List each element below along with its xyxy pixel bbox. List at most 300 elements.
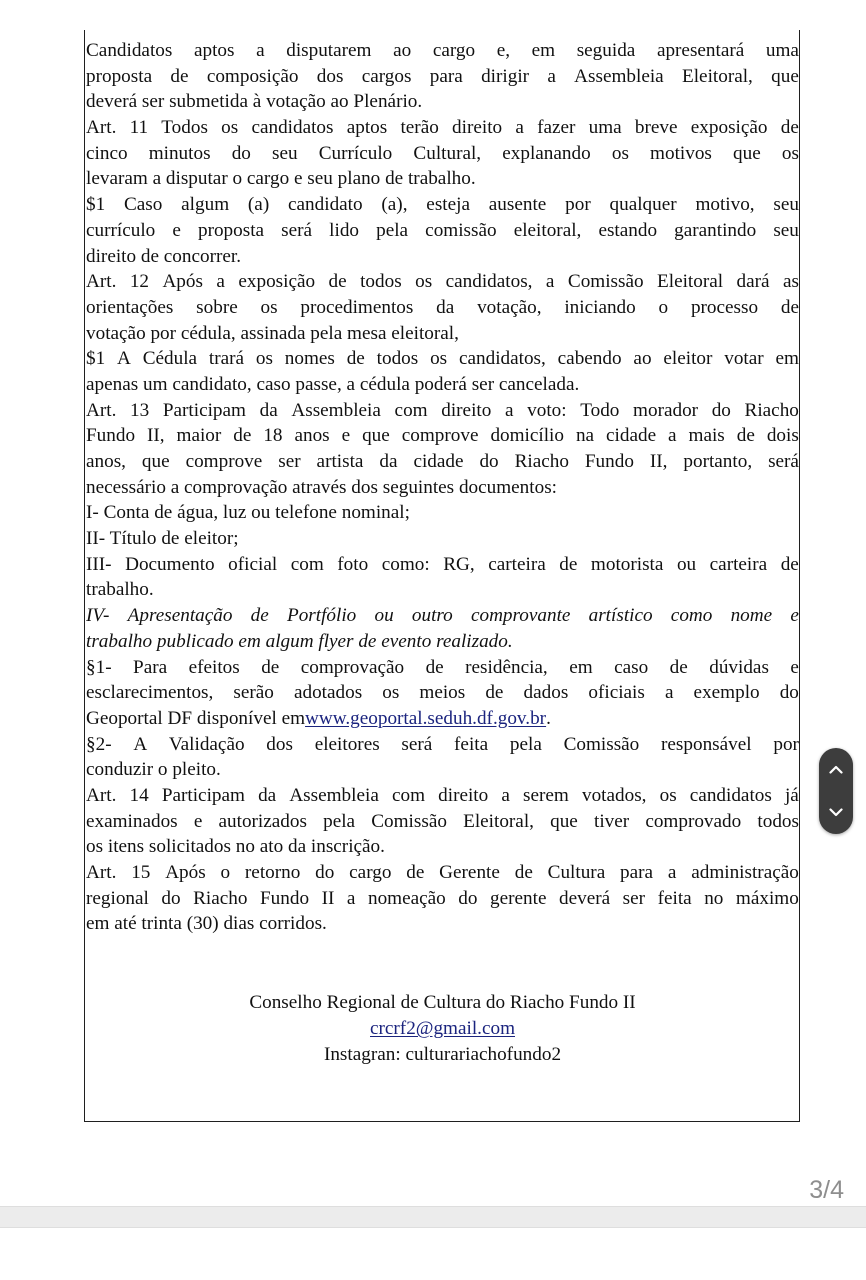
- word: domicílio: [490, 425, 564, 447]
- word: Fundo: [584, 451, 634, 472]
- word: de: [485, 682, 504, 704]
- word: comprovante: [470, 605, 571, 627]
- word: de: [559, 553, 578, 575]
- word: feita: [657, 887, 692, 909]
- page-scroll-control: [819, 748, 853, 834]
- word: a: [504, 399, 514, 421]
- word: garantindo: [674, 219, 757, 241]
- signature-instagram: Instagran: culturariachofundo2: [323, 1044, 562, 1065]
- word: composição: [206, 65, 299, 87]
- word: dará: [736, 271, 770, 293]
- word: 14: [129, 784, 149, 806]
- word: RG,: [443, 553, 475, 575]
- word: sobre: [196, 296, 238, 318]
- word: voto:: [527, 399, 567, 421]
- word: com: [290, 553, 324, 575]
- word: a: [346, 887, 356, 909]
- word: de: [170, 65, 189, 87]
- word: motivos: [650, 142, 712, 164]
- word: os: [781, 142, 799, 164]
- word: os: [430, 348, 448, 370]
- word: ser: [622, 887, 646, 909]
- word: de: [406, 862, 425, 883]
- word: para: [620, 862, 654, 883]
- signature-email-link[interactable]: crcrf2@gmail.com: [370, 1018, 515, 1039]
- word: os: [255, 348, 273, 370]
- word: iniciando: [564, 296, 636, 318]
- word: breve: [634, 117, 678, 139]
- word: Após: [162, 271, 203, 293]
- word: efeitos: [188, 656, 240, 678]
- word: A: [133, 733, 148, 755]
- word: como:: [381, 553, 430, 575]
- word: de: [425, 656, 444, 678]
- text-line: [86, 423, 799, 449]
- text-line: [86, 706, 799, 732]
- word: oficial: [228, 553, 278, 575]
- word: maior: [176, 425, 222, 447]
- word: e: [341, 425, 351, 447]
- word: 18: [263, 425, 283, 447]
- word: todos: [757, 810, 799, 832]
- word: Gerente: [439, 862, 500, 883]
- word: candidatos,: [458, 348, 546, 370]
- word: Art.: [86, 862, 117, 883]
- word: ao: [633, 348, 652, 370]
- text-line-content: necessário a comprovação através dos seguintes documentos:: [86, 476, 558, 498]
- text-line: [86, 526, 799, 552]
- word: pela: [509, 733, 542, 755]
- word: de: [233, 425, 252, 447]
- word: 15: [131, 862, 151, 883]
- word: exposição: [690, 117, 768, 139]
- text-line: [86, 655, 799, 681]
- word: do: [711, 399, 731, 421]
- word: examinados: [86, 810, 178, 832]
- word: Cultural,: [413, 142, 482, 164]
- page-indicator: 3/4: [809, 1176, 844, 1204]
- text-line: [86, 89, 799, 115]
- text-line-content: trabalho publicado em algum flyer de evento realizado.: [86, 630, 513, 652]
- word: Riacho: [514, 451, 569, 472]
- text-line: [86, 552, 799, 578]
- word: e: [193, 810, 203, 832]
- word: a: [668, 425, 677, 447]
- word: Candidatos: [86, 40, 173, 61]
- word: da: [258, 784, 277, 806]
- word: Riacho: [744, 399, 799, 421]
- word: para: [429, 65, 463, 87]
- word: do: [231, 142, 251, 164]
- word: eleitores: [314, 733, 380, 755]
- text-line: [86, 809, 799, 835]
- word: do: [458, 887, 478, 909]
- word: candidato: [288, 194, 363, 216]
- word: por: [773, 733, 799, 755]
- word: pela: [376, 219, 409, 241]
- word: Cultura: [547, 862, 606, 883]
- word: pela: [323, 810, 356, 832]
- word: II,: [649, 451, 668, 472]
- word: Após: [165, 862, 206, 883]
- word: Documento: [125, 553, 215, 575]
- word: comprovação: [300, 656, 405, 678]
- word: Validação: [168, 733, 245, 755]
- word: cidade: [606, 425, 657, 447]
- text-line: [86, 911, 799, 937]
- text-line: [86, 321, 799, 347]
- chevron-up-icon: [829, 765, 843, 774]
- word: votar: [724, 348, 764, 370]
- word: morador: [633, 399, 699, 421]
- word: esclarecimentos,: [86, 682, 214, 704]
- word: uma: [588, 117, 622, 139]
- word: Portfólio: [286, 605, 357, 627]
- word: candidatos,: [445, 271, 533, 293]
- word: Comissão: [567, 271, 644, 293]
- word: os: [221, 117, 239, 139]
- word: de: [669, 656, 688, 678]
- text-line: [86, 244, 799, 270]
- word: dois: [766, 425, 799, 447]
- word: exemplo: [693, 682, 760, 704]
- word: direito: [438, 784, 489, 806]
- word: Art.: [86, 784, 117, 806]
- word: lido: [329, 219, 360, 241]
- word: §1-: [86, 656, 112, 678]
- word: candidatos: [251, 117, 334, 139]
- word: motivo,: [695, 194, 755, 216]
- word: fazer: [537, 117, 576, 139]
- word: da: [259, 399, 278, 421]
- geoportal-link[interactable]: www.geoportal.seduh.df.gov.br: [305, 707, 547, 729]
- text-line-content: conduzir o pleito.: [86, 759, 221, 781]
- word: de: [346, 348, 365, 370]
- word: procedimentos: [300, 296, 414, 318]
- word: de: [261, 656, 280, 678]
- word: deverá: [559, 887, 611, 909]
- text-line: [86, 860, 799, 886]
- word: a: [545, 271, 555, 293]
- word: anos: [294, 425, 330, 447]
- word: $1: [86, 194, 106, 216]
- word: caso: [614, 656, 649, 678]
- word: eleitor: [663, 348, 713, 370]
- word: todos: [376, 348, 419, 370]
- word: e: [790, 605, 799, 627]
- word: Eleitoral: [657, 271, 724, 293]
- word: serão: [233, 682, 274, 704]
- word: 11: [129, 117, 149, 139]
- word: cargo: [432, 40, 476, 61]
- chevron-down-icon: [829, 808, 843, 817]
- text-line: [86, 475, 799, 501]
- word: uma: [765, 40, 799, 61]
- word: Para: [133, 656, 168, 678]
- word: direito: [441, 399, 492, 421]
- word: no: [704, 887, 724, 909]
- word: comissão: [425, 219, 497, 241]
- word: Art.: [86, 117, 117, 139]
- word: Comissão: [371, 810, 447, 832]
- text-line: [86, 115, 799, 141]
- word: ausente: [488, 194, 547, 216]
- text-line: [86, 346, 799, 372]
- word: ao: [393, 40, 412, 61]
- word: por: [565, 194, 591, 216]
- word: como: [670, 605, 713, 627]
- word: Fundo: [86, 425, 136, 447]
- word: nomes: [284, 348, 335, 370]
- text-line-content: em até trinta (30) dias corridos.: [86, 913, 327, 935]
- word: residência,: [465, 656, 548, 678]
- text-line: [86, 577, 799, 603]
- word: administração: [691, 862, 799, 883]
- word: seguida: [576, 40, 636, 61]
- word: os: [611, 142, 629, 164]
- text-line: [86, 757, 799, 783]
- word: que: [733, 142, 761, 164]
- word: currículo: [86, 219, 156, 241]
- word: direito: [452, 117, 503, 139]
- word: carteira: [709, 553, 768, 575]
- word: §2-: [86, 733, 112, 755]
- word: na: [575, 425, 595, 447]
- word: III-: [86, 553, 112, 575]
- word: votados,: [581, 784, 647, 806]
- word: Participam: [162, 399, 246, 421]
- word: algum: [181, 194, 230, 216]
- word: com: [391, 784, 426, 806]
- word: todos: [360, 271, 402, 293]
- word: de: [736, 425, 755, 447]
- word: cinco: [86, 142, 128, 164]
- word: que: [141, 451, 170, 472]
- word: eleitoral,: [513, 219, 582, 241]
- word: de: [780, 296, 799, 318]
- word: e,: [496, 40, 511, 61]
- word: e: [172, 219, 181, 241]
- word: ou: [676, 553, 697, 575]
- word: dados: [523, 682, 569, 704]
- text-line: [86, 834, 799, 860]
- word: outro: [411, 605, 453, 627]
- word: aptos: [193, 40, 235, 61]
- text-line-content: os itens solicitados no ato da inscrição.: [86, 836, 385, 858]
- scroll-down-button[interactable]: [819, 791, 853, 834]
- word: que: [771, 65, 799, 87]
- word: gerente: [490, 887, 547, 909]
- word: comprove: [401, 425, 479, 447]
- word: a: [256, 40, 265, 61]
- word: dos: [316, 65, 344, 87]
- word: qualquer: [609, 194, 677, 216]
- text-line: [86, 141, 799, 167]
- scroll-up-button[interactable]: [819, 748, 853, 791]
- word: do: [779, 682, 799, 704]
- word: Currículo: [318, 142, 393, 164]
- word: regional: [86, 887, 149, 909]
- word: anos,: [86, 451, 126, 472]
- word: 12: [129, 271, 149, 293]
- word: a: [664, 682, 674, 704]
- word: da: [379, 451, 398, 472]
- word: o: [658, 296, 669, 318]
- text-line: [86, 886, 799, 912]
- word: (a): [247, 194, 270, 216]
- word: de: [250, 605, 269, 627]
- word: $1: [86, 348, 106, 370]
- word: dirigir: [481, 65, 530, 87]
- word: Eleitoral,: [682, 65, 753, 87]
- word: Assembleia: [289, 784, 379, 806]
- word: esteja: [426, 194, 470, 216]
- word: do: [479, 451, 499, 472]
- word: a: [667, 862, 677, 883]
- word: será: [401, 733, 433, 755]
- word: autorizados: [218, 810, 307, 832]
- word: artístico: [588, 605, 653, 627]
- text-line-content: levaram a disputar o cargo e seu plano de trabalho.: [86, 168, 476, 190]
- word: a: [216, 271, 225, 293]
- word: motorista: [590, 553, 664, 575]
- word: Fundo: [260, 887, 310, 909]
- text-line-content: votação por cédula, assinada pela mesa eleitoral,: [86, 322, 459, 344]
- word: Art.: [86, 271, 117, 293]
- word: Participam: [161, 784, 245, 806]
- text-line: [86, 449, 799, 475]
- word: serem: [523, 784, 569, 806]
- word: seu: [773, 219, 799, 241]
- word: aptos: [346, 117, 388, 139]
- word: cabendo: [557, 348, 622, 370]
- word: dos: [266, 733, 293, 755]
- word: proposta: [86, 65, 153, 87]
- word: Comissão: [563, 733, 640, 755]
- word: votação,: [477, 296, 542, 318]
- word: a: [501, 784, 510, 806]
- word: de: [780, 117, 799, 139]
- text-line-content: II- Título de eleitor;: [86, 528, 239, 550]
- word: explanando: [502, 142, 591, 164]
- word: cargos: [361, 65, 412, 87]
- word: com: [394, 399, 428, 421]
- word: seu: [773, 194, 799, 216]
- word: disputarem: [286, 40, 372, 61]
- word: em: [569, 656, 593, 678]
- word: de: [328, 271, 347, 293]
- word: seu: [272, 142, 298, 164]
- word: cidade: [413, 451, 464, 472]
- word: em: [775, 348, 799, 370]
- word: artista: [316, 451, 364, 472]
- word: processo: [690, 296, 759, 318]
- word: do: [161, 887, 181, 909]
- text-line: [86, 398, 799, 424]
- word: oficiais: [588, 682, 645, 704]
- word: A: [117, 348, 131, 370]
- word: será: [768, 451, 799, 472]
- text-line: [86, 295, 799, 321]
- text-line: [86, 166, 799, 192]
- word: feita: [454, 733, 489, 755]
- word: trará: [208, 348, 245, 370]
- word: orientações: [86, 296, 174, 318]
- word: os: [415, 271, 433, 293]
- word: foto: [337, 553, 369, 575]
- signature-email-line: [86, 1016, 799, 1042]
- text-line-content: trabalho.: [86, 579, 154, 601]
- word: terão: [400, 117, 439, 139]
- text-line-content: Geoportal DF disponível em: [86, 707, 306, 729]
- word: exposição: [238, 271, 316, 293]
- word: será: [281, 219, 313, 241]
- text-line: [86, 192, 799, 218]
- word: apresentará: [656, 40, 745, 61]
- word: Assembleia: [574, 65, 664, 87]
- text-line-content: apenas um candidato, caso passe, a cédula poderá ser cancelada.: [86, 373, 580, 395]
- word: 13: [130, 399, 150, 421]
- word: do: [315, 862, 335, 883]
- text-line: [86, 629, 799, 655]
- word: Eleitoral,: [463, 810, 534, 832]
- word: (a),: [381, 194, 408, 216]
- word: os: [260, 296, 278, 318]
- word: adotados: [293, 682, 363, 704]
- word: da: [436, 296, 455, 318]
- word: estando: [598, 219, 658, 241]
- text-line: [86, 680, 799, 706]
- word: os: [382, 682, 400, 704]
- text-line-content: direito de concorrer.: [86, 245, 242, 267]
- word: e: [790, 656, 799, 678]
- word: que: [550, 810, 578, 832]
- word: já: [784, 784, 799, 806]
- word: os: [659, 784, 677, 806]
- text-line: [86, 64, 799, 90]
- text-line: [86, 38, 799, 64]
- document-body: [86, 38, 799, 937]
- word: nomeação: [367, 887, 446, 909]
- text-line: [86, 732, 799, 758]
- word: máximo: [735, 887, 799, 909]
- word: de: [780, 553, 799, 575]
- word: Cédula: [142, 348, 198, 370]
- word: proposta: [197, 219, 265, 241]
- word: tiver: [593, 810, 630, 832]
- word: em: [531, 40, 556, 61]
- word: Todos: [161, 117, 208, 139]
- word: ser: [278, 451, 301, 472]
- text-line: [86, 218, 799, 244]
- word: carteira: [488, 553, 546, 575]
- word: IV-: [86, 605, 110, 627]
- text-line: [86, 372, 799, 398]
- word: Todo: [580, 399, 620, 421]
- text-line-content: deverá ser submetida à votação ao Plenário.: [86, 91, 423, 113]
- bottom-bar: [0, 1206, 866, 1228]
- word: II,: [147, 425, 165, 447]
- word: ou: [374, 605, 394, 627]
- text-line: [86, 269, 799, 295]
- word: Caso: [123, 194, 163, 216]
- text-line: [86, 603, 799, 629]
- word: o: [220, 862, 231, 883]
- text-line-content: I- Conta de água, luz ou telefone nominal;: [86, 502, 410, 524]
- word: meios: [419, 682, 466, 704]
- word: dúvidas: [709, 656, 769, 678]
- text-line: [86, 783, 799, 809]
